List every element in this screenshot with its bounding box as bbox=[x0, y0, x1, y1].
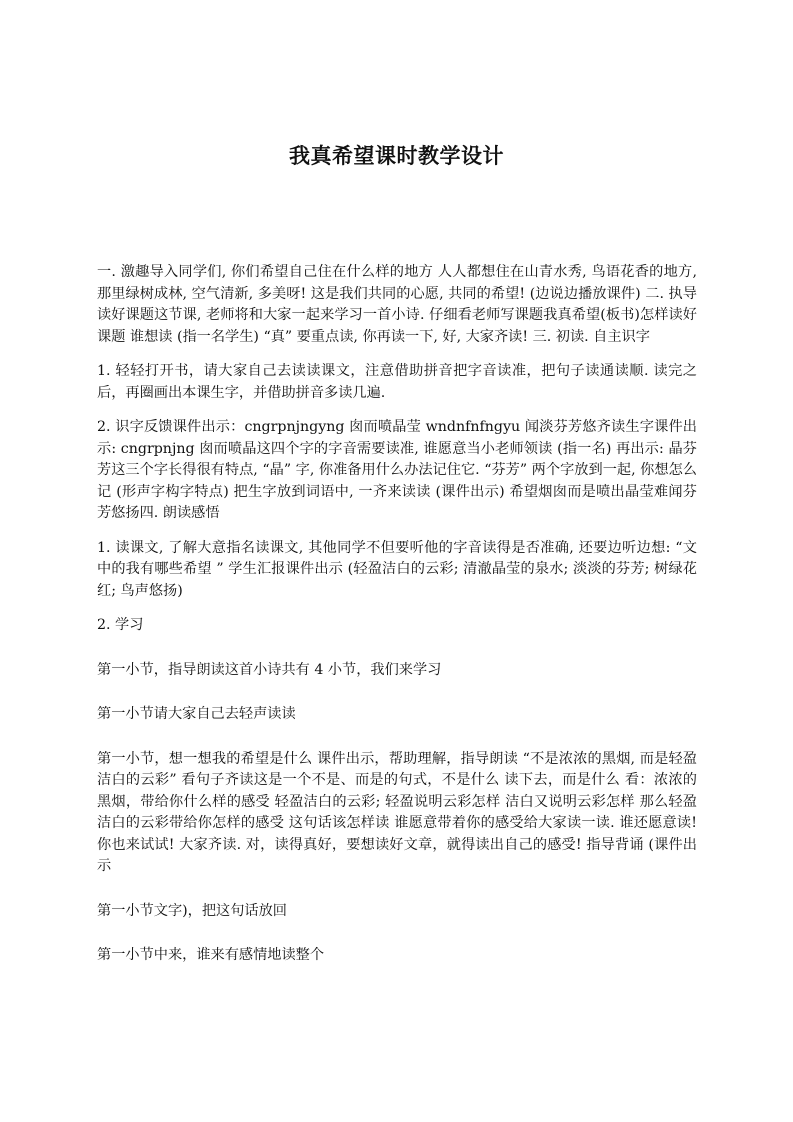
paragraph-understanding: 1. 读课文, 了解大意指名读课文, 其他同学不但要听他的字音读得是否准确, 还要边听边想: “文中的我有哪些希望 ” 学生汇报课件出示 (轻盈洁白的云彩; 清澈晶莹的泉水; 淡淡的芬芳; 树绿花红; 鸟声悠扬) bbox=[97, 539, 697, 599]
paragraph-study: 2. 学习 bbox=[97, 617, 144, 633]
paragraph-section-one-read: 第一小节请大家自己去轻声读读 bbox=[97, 706, 296, 722]
paragraph-intro: 一. 激趣导入同学们, 你们希望自己住在什么样的地方 人人都想住在山青水秀, 鸟语花香的地方, 那里绿树成林, 空气清新, 多美呀! 这是我们共同的心愿, 共同的希望! (边说边播放课件) 二. 执导读好课题这节课, 老师将和大家一起来学习一首小诗. 仔细看老师写课题我真希望(板书)怎样读好课题 谁想读 (指一名学生) “真” 要重点读, 你再读一下, 好, 大家齐读! 三. 初读. 自主识字 bbox=[97, 264, 697, 345]
paragraph-section-one-guide: 第一小节，指导朗读这首小诗共有 4 小节，我们来学习 bbox=[97, 661, 442, 678]
paragraph-reading: 1. 轻轻打开书，请大家自己去读读课文，注意借助拼音把字音读准，把句子读通读顺. 读完之后，再圈画出本课生字，并借助拼音多读几遍. bbox=[97, 363, 697, 401]
paragraph-section-one-recite: 第一小节中来，谁来有感情地读整个 bbox=[97, 947, 325, 963]
paragraph-section-one-text: 第一小节文字)，把这句话放回 bbox=[97, 902, 287, 919]
document-body bbox=[97, 262, 697, 990]
paragraph-character-feedback: 2. 识字反馈课件出示：cngrpnjngyng 囱而喷晶莹 wndnfnfngyu 闻淡芬芳悠齐读生字课件出示: cngrpnjng 囱而喷晶这四个字的字音需要读准, 谁愿意当小老师领读 (指一名) 再出示: 晶芬芳这三个字长得很有特点, “晶” 字, 你准备用什么办法记住它. “芬芳” 两个字放到一起, 你想怎么记 (形声字构字特点) 把生字放到词语中, 一齐来读读 (课件出示) 希望烟囱而是喷出晶莹难闻芬芳悠扬四. 朗读感悟 bbox=[97, 419, 697, 521]
document-title: 我真希望课时教学设计 bbox=[289, 144, 504, 168]
paragraph-section-one-detail: 第一小节，想一想我的希望是什么 课件出示，帮助理解，指导朗读 “不是浓浓的黑烟, 而是轻盈洁白的云彩” 看句子齐读这是一个不是、而是的句式，不是什么 读下去，而是什么 看：浓浓的黑烟，带给你什么样的感受 轻盈洁白的云彩; 轻盈说明云彩怎样 洁白又说明云彩怎样 那么轻盈洁白的云彩带给你怎样的感受 这句话该怎样读 谁愿意带着你的感受给大家读一读. 谁还愿意读! 你也来试试! 大家齐读. 对，读得真好，要想读好文章，就得读出自己的感受! 指导背诵 (课件出示 bbox=[97, 750, 697, 874]
